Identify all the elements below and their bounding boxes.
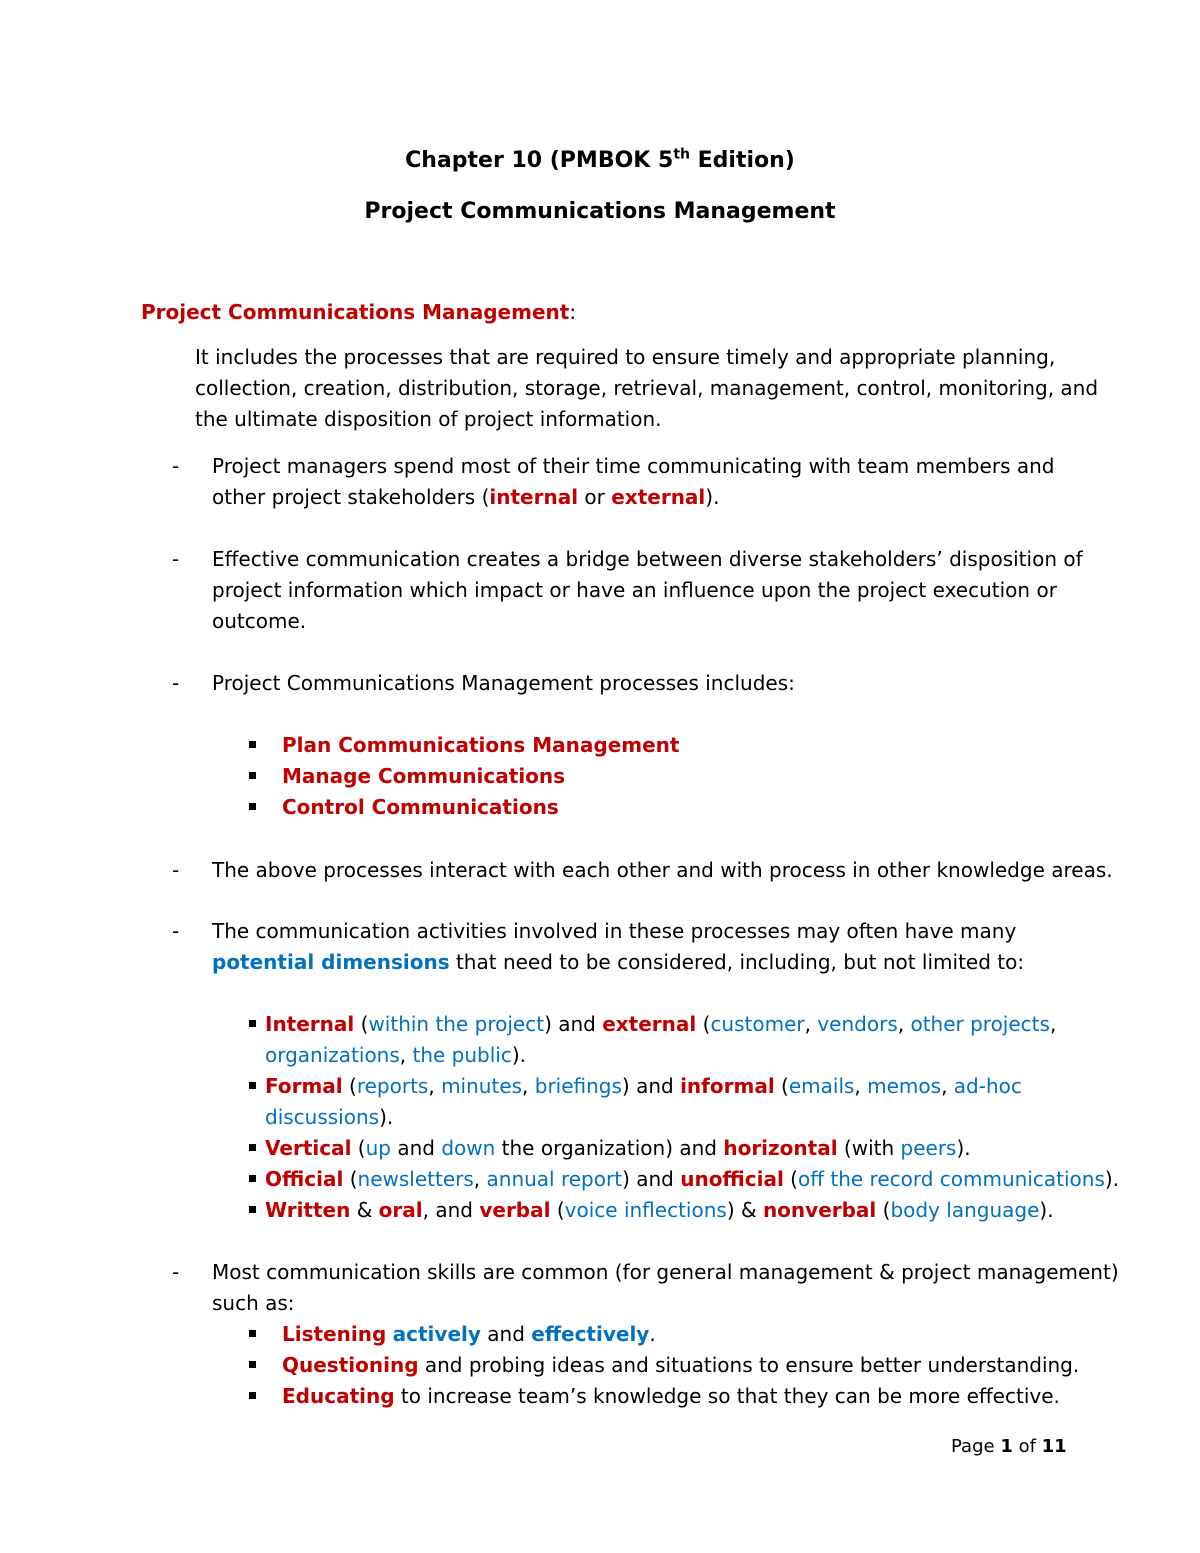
section-heading-colon: : [569, 300, 577, 324]
example: reports [356, 1074, 429, 1098]
keyword-external: external [611, 485, 706, 509]
title-text-end: Edition) [689, 148, 795, 173]
chapter-subtitle: Project Communications Management [364, 199, 836, 224]
bullet-text: outcome. [212, 609, 307, 633]
bullet-text [212, 482, 719, 513]
text-run: ( [351, 1136, 366, 1160]
dimension-item [265, 1071, 1022, 1102]
example: annual report [486, 1167, 623, 1191]
bullet-text: Project managers spend most of their time communicating with team members and [212, 454, 1055, 478]
page-number [951, 1431, 1067, 1462]
text-run: ( [783, 1167, 798, 1191]
current-page: 1 [1000, 1436, 1013, 1457]
keyword: oral [378, 1198, 423, 1222]
example: organizations [265, 1043, 400, 1067]
keyword-blue: effectively [531, 1322, 650, 1346]
text-run: ) and [544, 1012, 603, 1036]
example: memos [867, 1074, 942, 1098]
dash-marker: - [172, 1260, 180, 1284]
text-run: , [473, 1167, 487, 1191]
text-run: ). [1104, 1167, 1120, 1191]
example: off the record communications [797, 1167, 1105, 1191]
skill-item [282, 1350, 1079, 1381]
dash-marker: - [172, 858, 180, 882]
square-bullet [249, 1206, 256, 1213]
example: newsletters [357, 1167, 474, 1191]
skill-item [282, 1319, 656, 1350]
process-item: Manage Communications [282, 764, 566, 788]
chapter-title [0, 145, 1200, 176]
page-label: Page [951, 1436, 1001, 1457]
title-text: Chapter 10 (PMBOK 5 [405, 148, 674, 173]
keyword: Official [265, 1167, 344, 1191]
keyword: Educating [282, 1384, 395, 1408]
dimension-item [265, 1164, 1119, 1195]
keyword: Questioning [282, 1353, 419, 1377]
text-run: , [399, 1043, 413, 1067]
text-run: that need to be considered, including, but not limited to: [449, 950, 1025, 974]
text-run: , [522, 1074, 535, 1098]
bullet-text [212, 947, 1024, 978]
text-run: ( [876, 1198, 891, 1222]
text-run: ( [354, 1012, 369, 1036]
text-run: and probing ideas and situations to ensure better understanding. [418, 1353, 1080, 1377]
keyword: Formal [265, 1074, 343, 1098]
keyword: horizontal [723, 1136, 838, 1160]
bullet-text: The above processes interact with each other and with process in other knowledge areas. [212, 858, 1113, 882]
keyword: Internal [265, 1012, 355, 1036]
example: down [441, 1136, 496, 1160]
example: minutes [441, 1074, 523, 1098]
keyword-potential-dimensions: potential dimensions [212, 950, 450, 974]
text-run: ( [342, 1074, 357, 1098]
example: the public [412, 1043, 512, 1067]
text-run: ). [1039, 1198, 1054, 1222]
intro-line: collection, creation, distribution, storage, retrieval, management, control, monitoring, and [195, 376, 1099, 400]
keyword: Listening [282, 1322, 387, 1346]
text-run: & [350, 1198, 379, 1222]
bullet-text: such as: [212, 1291, 295, 1315]
title-superscript: th [673, 146, 690, 163]
dimension-item-cont [265, 1040, 526, 1071]
text-run: ). [379, 1105, 394, 1129]
text-run: , [804, 1012, 818, 1036]
example: briefings [534, 1074, 622, 1098]
text-run: (with [837, 1136, 901, 1160]
square-bullet [249, 803, 256, 810]
section-heading-text: Project Communications Management [141, 300, 570, 324]
text-run: , and [422, 1198, 480, 1222]
square-bullet [249, 1175, 256, 1182]
keyword: external [602, 1012, 697, 1036]
text-run: and [390, 1136, 442, 1160]
dash-marker: - [172, 919, 180, 943]
bullet-text: Project Communications Management processes includes: [212, 671, 795, 695]
dash-marker: - [172, 547, 180, 571]
text-run: , [428, 1074, 442, 1098]
square-bullet [249, 741, 256, 748]
keyword: Vertical [265, 1136, 352, 1160]
example: ad-hoc [953, 1074, 1022, 1098]
dimension-item [265, 1009, 1056, 1040]
intro-line: It includes the processes that are required to ensure timely and appropriate planning, [195, 345, 1056, 369]
square-bullet [249, 1020, 256, 1027]
dash-marker: - [172, 671, 180, 695]
keyword-internal: internal [489, 485, 579, 509]
example: emails [788, 1074, 855, 1098]
text-run: , [897, 1012, 911, 1036]
intro-line: the ultimate disposition of project information. [195, 407, 662, 431]
text-run: ( [774, 1074, 789, 1098]
example: up [365, 1136, 391, 1160]
process-item: Plan Communications Management [282, 733, 680, 757]
text-run: ) and [621, 1074, 681, 1098]
keyword: informal [680, 1074, 775, 1098]
section-heading [141, 297, 576, 328]
square-bullet [249, 1361, 256, 1368]
text-run: or [578, 485, 612, 509]
text-run: . [649, 1322, 656, 1346]
keyword: unofficial [680, 1167, 784, 1191]
dimension-item [265, 1195, 1054, 1226]
process-item: Control Communications [282, 795, 559, 819]
text-run: ( [696, 1012, 711, 1036]
text-run: , [1049, 1012, 1057, 1036]
dash-marker: - [172, 454, 180, 478]
bullet-text: project information which impact or have an influence upon the project execution or [212, 578, 1057, 602]
skill-item [282, 1381, 1060, 1412]
keyword-blue: actively [392, 1322, 481, 1346]
example: peers [900, 1136, 957, 1160]
dimension-item [265, 1133, 971, 1164]
text-run: the organization) and [495, 1136, 724, 1160]
page-of-label: of [1012, 1436, 1042, 1457]
text-run: ) and [622, 1167, 681, 1191]
example: within the project [368, 1012, 545, 1036]
square-bullet [249, 1330, 256, 1337]
bullet-text: Effective communication creates a bridge between diverse stakeholders’ disposition of [212, 547, 1083, 571]
dimension-item-cont [265, 1102, 393, 1133]
text-run: ). [705, 485, 720, 509]
total-pages: 11 [1041, 1436, 1067, 1457]
text-run: ) & [726, 1198, 763, 1222]
text-run: ). [956, 1136, 971, 1160]
example: customer [710, 1012, 805, 1036]
bullet-text: Most communication skills are common (for general management & project management) [212, 1260, 1119, 1284]
text-run: , [854, 1074, 868, 1098]
text-run: ( [343, 1167, 358, 1191]
example: voice inflections [564, 1198, 727, 1222]
text-run: to increase team’s knowledge so that they can be more effective. [394, 1384, 1060, 1408]
keyword: nonverbal [762, 1198, 877, 1222]
text-run: ( [550, 1198, 565, 1222]
example: body language [890, 1198, 1040, 1222]
square-bullet [249, 1392, 256, 1399]
square-bullet [249, 1082, 256, 1089]
text-run: other project stakeholders ( [212, 485, 490, 509]
keyword: verbal [479, 1198, 551, 1222]
example: vendors [817, 1012, 898, 1036]
square-bullet [249, 772, 256, 779]
example: other projects [910, 1012, 1050, 1036]
example: discussions [265, 1105, 380, 1129]
text-run: and [480, 1322, 532, 1346]
text-run: , [941, 1074, 954, 1098]
text-run: ). [511, 1043, 527, 1067]
bullet-text: The communication activities involved in these processes may often have many [212, 919, 1017, 943]
square-bullet [249, 1144, 256, 1151]
keyword: Written [265, 1198, 351, 1222]
